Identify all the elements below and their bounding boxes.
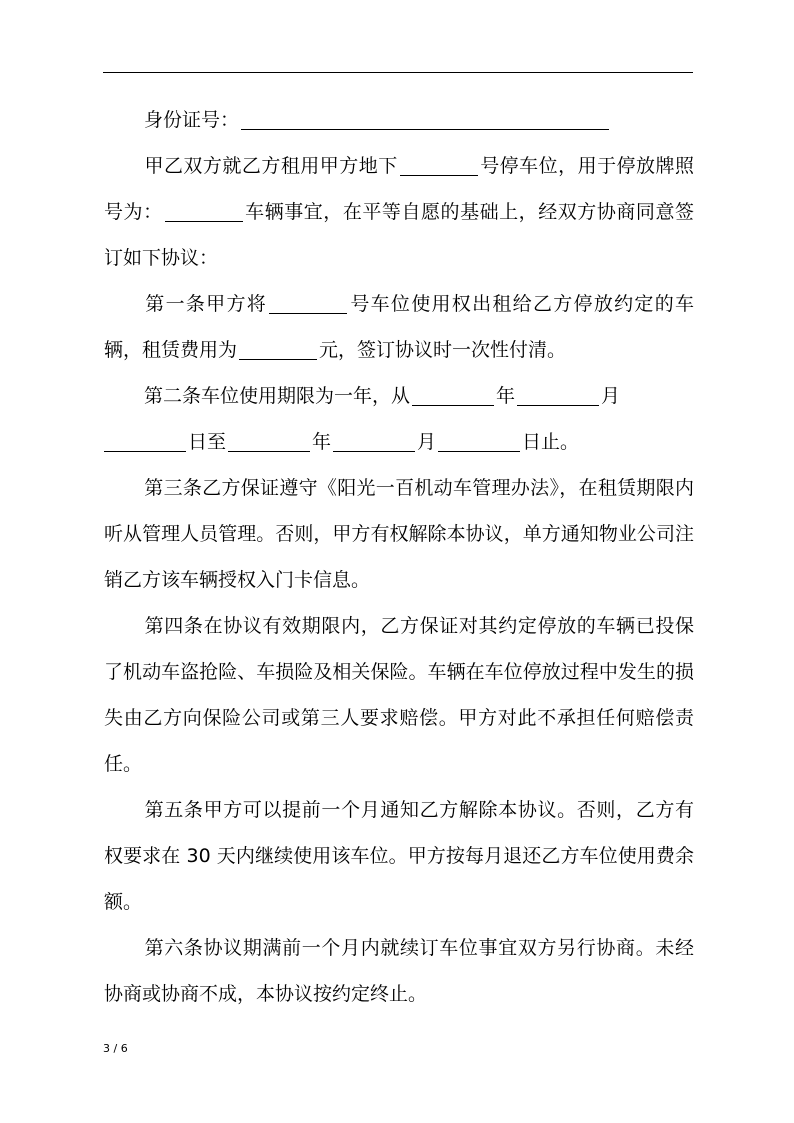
- parking-number-blank: [400, 157, 478, 176]
- start-day-blank: [104, 433, 186, 452]
- end-year-blank: [228, 433, 310, 452]
- page-number: 3 / 6: [103, 1042, 128, 1055]
- article-1: 第一条甲方将 号车位使用权出租给乙方停放约定的车辆，租赁费用为 元，签订协议时一次性付清。: [104, 293, 694, 361]
- article-3: 第三条乙方保证遵守《阳光一百机动车管理办法》，在租赁期限内听从管理人员管理。否则，甲方有权解除本协议，单方通知物业公司注销乙方该车辆授权入门卡信息。: [104, 477, 694, 591]
- end-month-blank: [333, 433, 415, 452]
- id-number-blank: [241, 111, 609, 130]
- plate-number-blank: [165, 203, 243, 222]
- article-5: 第五条甲方可以提前一个月通知乙方解除本协议。否则，乙方有权要求在 30 天内继续使用该车位。甲方按每月退还乙方车位使用费余额。: [104, 799, 694, 913]
- end-day-blank: [438, 433, 520, 452]
- header-rule: [103, 72, 693, 73]
- fee-blank: [239, 341, 317, 360]
- article-4: 第四条在协议有效期限内，乙方保证对其约定停放的车辆已投保了机动车盗抢险、车损险及相关保险。车辆在车位停放过程中发生的损失由乙方向保险公司或第三人要求赔偿。甲方对此不承担任何赔偿责任。: [104, 615, 694, 775]
- id-number-line: 身份证号：: [104, 97, 694, 143]
- article-6: 第六条协议期满前一个月内就续订车位事宜双方另行协商。未经协商或协商不成，本协议按约定终止。: [104, 937, 694, 1005]
- article-2: 第二条车位使用期限为一年，从 年 月 日至 年 月 日止。: [104, 373, 694, 465]
- space-number-blank: [269, 295, 347, 314]
- start-year-blank: [412, 387, 494, 406]
- start-month-blank: [517, 387, 599, 406]
- paragraph-intro: 甲乙双方就乙方租用甲方地下 号停车位，用于停放牌照号为： 车辆事宜，在平等自愿的基础上，经双方协商同意签订如下协议：: [104, 155, 694, 269]
